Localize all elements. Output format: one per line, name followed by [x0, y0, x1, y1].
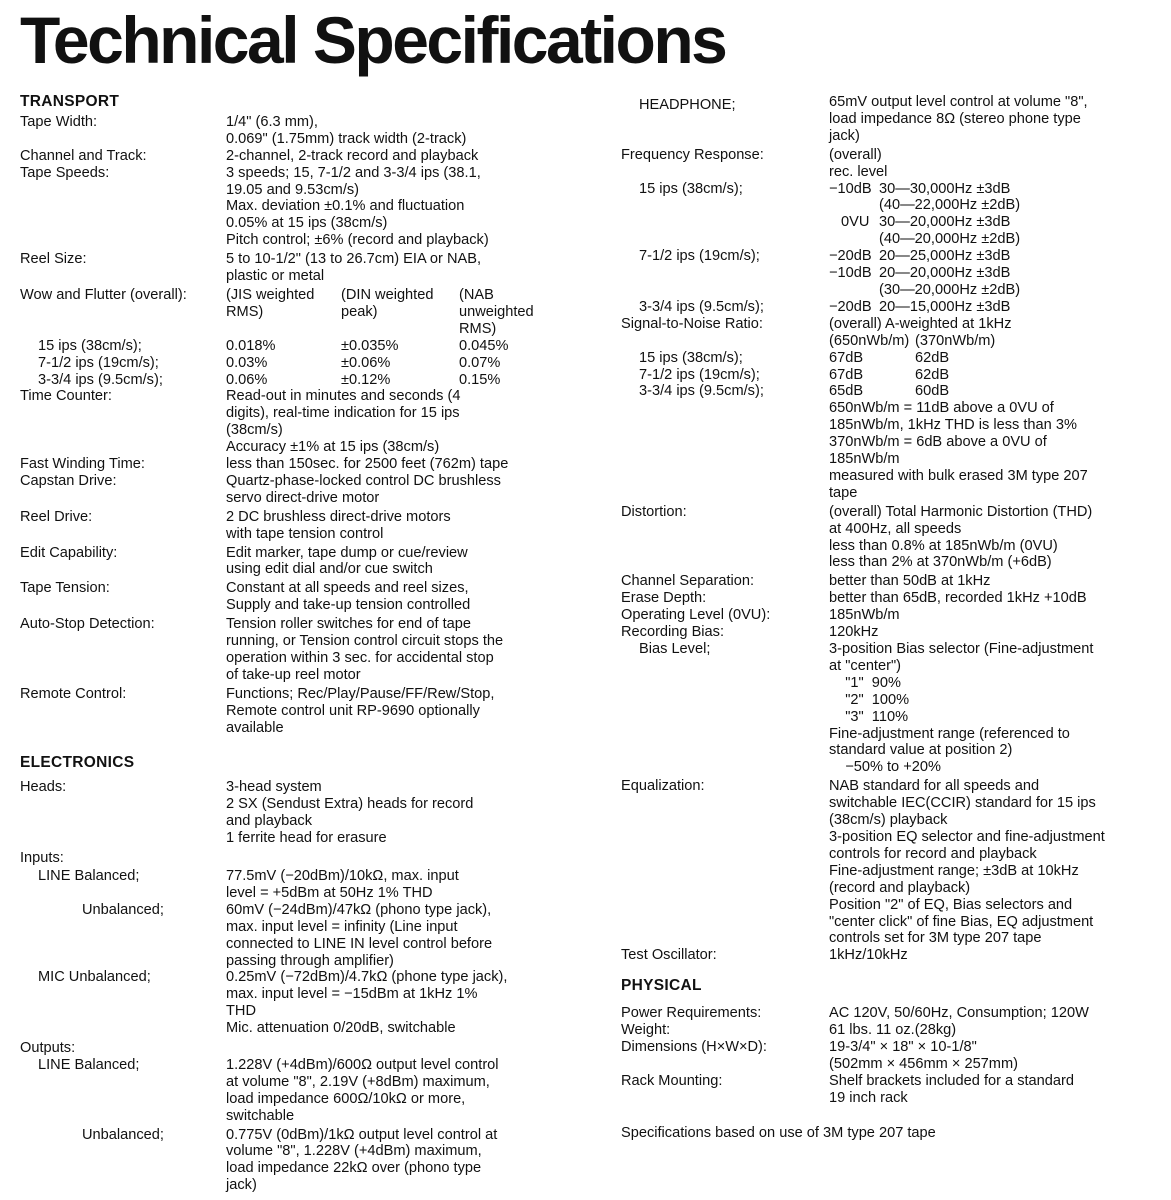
- spec-label: Remote Control:: [20, 685, 127, 702]
- speed-label: 7-1/2 ips (19cm/s);: [639, 248, 760, 265]
- spec-label: Capstan Drive:: [20, 472, 117, 489]
- section-heading-electronics: ELECTRONICS: [20, 753, 135, 771]
- spec-bias-level: [621, 641, 1166, 776]
- speed-label: 15 ips (38cm/s);: [639, 180, 743, 197]
- table-header: (370nWb/m): [915, 332, 996, 349]
- speed-label: [621, 214, 829, 248]
- spec-value: 3-position Bias selector (Fine-adjustment at "center") "1" 90% "2" 100% "3" 110% Fine-adjustment range (referenced to standard value at position 2) −50% to +20%: [829, 641, 1094, 776]
- spec-remote-control: [20, 686, 580, 737]
- table-cell: 60dB: [915, 383, 950, 400]
- spec-value: less than 150sec. for 2500 feet (762m) tape: [226, 456, 509, 473]
- table-cell: ±0.06%: [341, 354, 391, 371]
- table-header: (JIS weighted RMS): [226, 286, 315, 320]
- left-column: [20, 94, 580, 1194]
- spec-value: (overall) Total Harmonic Distortion (THD) at 400Hz, all speeds less than 0.8% at 185nWb/m (0VU) less than 2% at 370nWb/m (+6dB): [829, 503, 1093, 571]
- spec-label: Channel Separation:: [621, 573, 755, 590]
- table-cell: ±0.12%: [341, 371, 391, 388]
- spec-time-counter: [20, 388, 580, 456]
- spec-label: Tape Speeds:: [20, 164, 110, 181]
- spec-label: Tape Tension:: [20, 580, 110, 597]
- spec-label: Power Requirements:: [621, 1005, 762, 1022]
- spec-erase-depth: [621, 590, 1166, 607]
- spec-value: 0.775V (0dBm)/1kΩ output level control at volume "8", 1.228V (+4dBm) maximum, load impedance 22kΩ over (phono type jack): [226, 1126, 498, 1194]
- rec-level: −20dB: [829, 298, 872, 315]
- table-row: [621, 181, 1166, 215]
- page-title: Technical Specifications: [20, 3, 726, 77]
- spec-label: LINE Balanced;: [38, 1056, 140, 1073]
- spec-dimensions: [621, 1039, 1166, 1073]
- spec-reel-size: [20, 251, 580, 285]
- spec-output-line-balanced: [20, 1057, 580, 1125]
- spec-tape-tension: [20, 580, 580, 614]
- spec-value: Read-out in minutes and seconds (4 digits), real-time indication for 15 ips (38cm/s) Accuracy ±1% at 15 ips (38cm/s): [226, 388, 461, 456]
- table-cell: 30—20,000Hz ±3dB (40—20,000Hz ±2dB): [879, 214, 1021, 248]
- spec-value: 1kHz/10kHz: [829, 947, 908, 964]
- speed-label: 3-3/4 ips (9.5cm/s);: [38, 371, 163, 388]
- table-cell: 0.06%: [226, 371, 268, 388]
- spec-label: Dimensions (H×W×D):: [621, 1038, 767, 1055]
- spec-equalization: [621, 778, 1166, 947]
- spec-frequency-response: [621, 147, 1166, 316]
- spec-value: AC 120V, 50/60Hz, Consumption; 120W: [829, 1005, 1089, 1022]
- spec-value: Tension roller switches for end of tape running, or Tension control circuit stops the operation within 3 sec. for accidental stop of take-up reel motor: [226, 616, 504, 683]
- spec-label: Frequency Response:: [621, 146, 764, 163]
- spec-test-oscillator: [621, 947, 1166, 964]
- table-cell: 65dB: [829, 383, 864, 400]
- table-cell: 0.045%: [459, 337, 509, 354]
- spec-value: 1/4" (6.3 mm), 0.069" (1.75mm) track width (2-track): [226, 113, 467, 147]
- table-row: [621, 299, 1166, 316]
- spec-value: 2 DC brushless direct-drive motors with tape tension control: [226, 508, 451, 542]
- spec-label: Heads:: [20, 779, 67, 796]
- table-row: [621, 350, 1166, 367]
- spec-label: MIC Unbalanced;: [38, 969, 151, 986]
- table-cell: ±0.035%: [341, 337, 399, 354]
- speed-label: 3-3/4 ips (9.5cm/s);: [639, 383, 764, 400]
- table-cell: 0.07%: [459, 354, 501, 371]
- spec-label: Test Oscillator:: [621, 947, 717, 964]
- table-row: [621, 383, 1166, 400]
- spec-label: Weight:: [621, 1022, 671, 1039]
- table-cell: 67dB: [829, 349, 864, 366]
- spec-value: (overall) rec. level: [829, 146, 888, 180]
- spec-label: Distortion:: [621, 503, 687, 520]
- snr-notes: 650nWb/m = 11dB above a 0VU of 185nWb/m, 1kHz THD is less than 3% 370nWb/m = 6dB above a 0VU of 185nWb/m measured with bulk erased 3M type 207 tape: [829, 400, 1088, 501]
- spec-distortion: [621, 504, 1166, 572]
- spec-value: Functions; Rec/Play/Pause/FF/Rew/Stop, Remote control unit RP-9690 optionally available: [226, 685, 495, 736]
- spec-value: NAB standard for all speeds and switchable IEC(CCIR) standard for 15 ips (38cm/s) playback 3-position EQ selector and fine-adjustment controls for record and playback Fine-adjustment range; ±3dB at 10kHz (record and playback) Position "2" of EQ, Bias selectors and "center click" of fine Bias, EQ adjustment controls set for 3M type 207 tape: [829, 778, 1105, 947]
- speed-label: [621, 265, 829, 299]
- spec-inputs-label: Inputs:: [20, 850, 64, 867]
- spec-label: Equalization:: [621, 778, 705, 795]
- table-header: (650nWb/m): [829, 332, 910, 349]
- spec-value: 65mV output level control at volume "8", load impedance 8Ω (stereo phone type jack): [829, 94, 1088, 144]
- spec-label: Reel Drive:: [20, 508, 93, 525]
- spec-recording-bias: [621, 624, 1166, 641]
- speed-label: 7-1/2 ips (19cm/s);: [38, 354, 159, 371]
- spec-label: Edit Capability:: [20, 544, 118, 561]
- spec-value: (overall) A-weighted at 1kHz: [829, 315, 1012, 332]
- spec-value: better than 50dB at 1kHz: [829, 573, 991, 590]
- spec-weight: [621, 1022, 1166, 1039]
- spec-label: Operating Level (0VU):: [621, 607, 771, 624]
- table-cell: 20—20,000Hz ±3dB (30—20,000Hz ±2dB): [879, 265, 1021, 298]
- spec-edit-capability: [20, 545, 580, 579]
- spec-tape-width: [20, 114, 580, 148]
- table-row: [621, 265, 1166, 299]
- spec-value: better than 65dB, recorded 1kHz +10dB: [829, 590, 1087, 607]
- spec-value: 3 speeds; 15, 7-1/2 and 3-3/4 ips (38.1, 19.05 and 9.53cm/s) Max. deviation ±0.1% and fluctuation 0.05% at 15 ips (38cm/s) Pitch control; ±6% (record and playback): [226, 164, 489, 249]
- table-cell: 30—30,000Hz ±3dB (40—22,000Hz ±2dB): [879, 180, 1021, 214]
- rec-level: −10dB: [829, 180, 872, 197]
- spec-value: 2-channel, 2-track record and playback: [226, 147, 479, 164]
- spec-fast-winding: [20, 456, 580, 473]
- speed-label: 7-1/2 ips (19cm/s);: [639, 366, 760, 383]
- spec-label: HEADPHONE;: [639, 97, 736, 113]
- table-row: [621, 248, 1166, 265]
- spec-label: Reel Size:: [20, 251, 87, 268]
- footnote: Specifications based on use of 3M type 207 tape: [621, 1124, 936, 1141]
- spec-label: Erase Depth:: [621, 590, 707, 607]
- spec-channel-track: [20, 148, 580, 165]
- spec-label: Unbalanced;: [82, 901, 164, 918]
- spec-signal-to-noise: [621, 316, 1166, 502]
- spec-auto-stop: [20, 616, 580, 684]
- spec-label: Signal-to-Noise Ratio:: [621, 315, 763, 332]
- table-cell: 0.03%: [226, 354, 268, 371]
- spec-value: Edit marker, tape dump or cue/review using edit dial and/or cue switch: [226, 544, 468, 578]
- spec-value: 0.25mV (−72dBm)/4.7kΩ (phone type jack), max. input level = −15dBm at 1kHz 1% THD Mic. attenuation 0/20dB, switchable: [226, 969, 508, 1037]
- table-cell: 62dB: [915, 349, 950, 366]
- table-row: [20, 355, 580, 372]
- table-cell: 0.15%: [459, 371, 501, 388]
- spec-capstan-drive: [20, 473, 580, 507]
- spec-value: Quartz-phase-locked control DC brushless servo direct-drive motor: [226, 472, 501, 506]
- speed-label: 3-3/4 ips (9.5cm/s);: [639, 298, 764, 315]
- spec-value: 60mV (−24dBm)/47kΩ (phono type jack), max. input level = infinity (Line input connected to LINE IN level control before passing through amplifier): [226, 901, 493, 969]
- speed-label: 15 ips (38cm/s);: [38, 337, 142, 354]
- spec-outputs-label: Outputs:: [20, 1040, 76, 1057]
- spec-headphone: [621, 94, 1166, 145]
- spec-operating-level: [621, 607, 1166, 624]
- spec-channel-separation: [621, 573, 1166, 590]
- spec-label: LINE Balanced;: [38, 867, 140, 884]
- spec-value: 61 lbs. 11 oz.(28kg): [829, 1022, 957, 1039]
- spec-value: 185nWb/m: [829, 607, 900, 624]
- right-column: [621, 94, 1166, 1141]
- spec-label: Bias Level;: [639, 641, 711, 657]
- table-row: [621, 367, 1166, 384]
- spec-output-line-unbalanced: [20, 1127, 580, 1195]
- spec-input-mic-unbalanced: [20, 969, 580, 1037]
- table-cell: 67dB: [829, 366, 864, 383]
- rec-level: −10dB: [829, 265, 872, 282]
- spec-value: Constant at all speeds and reel sizes, Supply and take-up tension controlled: [226, 580, 471, 614]
- table-cell: 62dB: [915, 366, 950, 383]
- spec-label: Time Counter:: [20, 388, 112, 405]
- spec-label: Fast Winding Time:: [20, 456, 145, 473]
- table-row: [621, 214, 1166, 248]
- speed-label: 15 ips (38cm/s);: [639, 349, 743, 366]
- spec-value: 1.228V (+4dBm)/600Ω output level control at volume "8", 2.19V (+8dBm) maximum, load impedance 600Ω/10kΩ or more, switchable: [226, 1056, 499, 1124]
- spec-value: 3-head system 2 SX (Sendust Extra) heads for record and playback 1 ferrite head for erasure: [226, 779, 474, 847]
- table-cell: 20—25,000Hz ±3dB: [879, 248, 1011, 265]
- section-heading-physical: PHYSICAL: [621, 977, 702, 995]
- section-heading-transport: TRANSPORT: [20, 93, 120, 110]
- table-row: [20, 338, 580, 355]
- spec-label: Channel and Track:: [20, 147, 147, 164]
- spec-heads: [20, 779, 580, 847]
- table-row: [20, 372, 580, 389]
- spec-wow-flutter: [20, 287, 580, 388]
- table-header: (DIN weighted peak): [341, 286, 434, 320]
- spec-value: 77.5mV (−20dBm)/10kΩ, max. input level = +5dBm at 50Hz 1% THD: [226, 867, 459, 901]
- spec-input-line-balanced: [20, 868, 580, 902]
- spec-label: Tape Width:: [20, 113, 98, 130]
- spec-value: 120kHz: [829, 624, 879, 641]
- spec-power: [621, 1005, 1166, 1022]
- spec-value: 5 to 10-1/2" (13 to 26.7cm) EIA or NAB, plastic or metal: [226, 251, 482, 285]
- table-cell: 0.018%: [226, 337, 276, 354]
- spec-tape-speeds: [20, 165, 580, 250]
- spec-input-line-unbalanced: [20, 902, 580, 970]
- table-header: (NAB unweighted RMS): [459, 286, 534, 337]
- spec-label: Wow and Flutter (overall):: [20, 286, 187, 303]
- spec-value: Shelf brackets included for a standard 19 inch rack: [829, 1072, 1074, 1106]
- rec-level: 0VU: [841, 214, 870, 231]
- spec-rack-mounting: [621, 1073, 1166, 1107]
- spec-label: Recording Bias:: [621, 624, 725, 641]
- spec-reel-drive: [20, 509, 580, 543]
- spec-label: Unbalanced;: [82, 1126, 164, 1143]
- spec-label: Auto-Stop Detection:: [20, 616, 155, 633]
- table-cell: 20—15,000Hz ±3dB: [879, 298, 1011, 315]
- spec-value: 19-3/4" × 18" × 10-1/8" (502mm × 456mm × 257mm): [829, 1038, 1018, 1072]
- rec-level: −20dB: [829, 248, 872, 265]
- spec-label: Rack Mounting:: [621, 1072, 723, 1089]
